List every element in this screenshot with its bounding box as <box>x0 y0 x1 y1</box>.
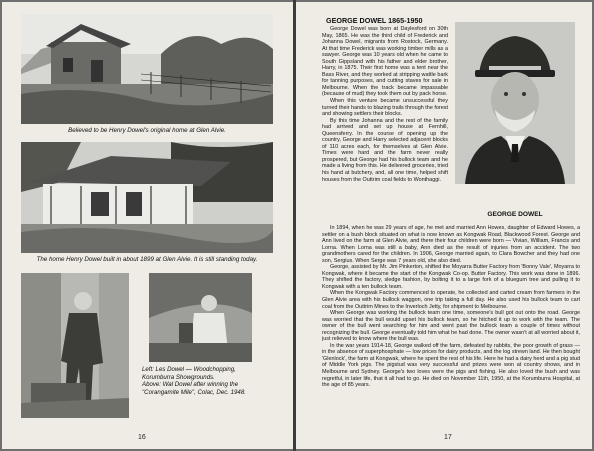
paragraph: George, assisted by Mr. Jim Pinkerton, shifted the Moyarra Butter Factory from 'Bonny Vale', Moyarra to Kongwak, where it became the start of the Kongwak Co-op. Butter Factory. This work was done in 1896. They shifted the factory, sledge fashion, by bolting it to a large fork of a bluegum tree and pulling it to Kongwak with a ten bullock team. <box>322 264 580 290</box>
caption-line-1: Left: Les Dowel — Woodchopping, <box>142 366 236 373</box>
chapter-title: GEORGE DOWEL 1865-1950 <box>326 16 423 25</box>
wide-text-column <box>322 207 580 431</box>
paragraph: When George was working the bullock team one time, someone's bull got out onto the road. George was worried that the bull would upset his bullock team, so he hitched it up to work with the team. The owner of the bull went searching for him and went past the bullock team a couple of times without recognizing the bull. George eventually told him what he had done. The owner wasn't at all worried about it, just relieved to know where the bull was. <box>322 310 580 343</box>
paragraph: George Dowel was born at Daylesford on 30th May, 1865. He was the third child of Frederick and Johanna Dowel, migrants from Rostock, Germany. At that time Frederick was working timber mills as a sawyer. George was 10 years old when he came to South Gippsland with his father and elder brother, Harry, in 1875. Their first home was a tent near the Bass River, and they worked at stripping wattle bark for tanning purposes, and cutting staves for sale in Melbourne. When the track became impassable (because of mud) they took them out by pack horse. <box>322 26 448 98</box>
paragraph: By this time Johanna and the rest of the family had arrived and set up house at Fernhill, Queensferry. In the course of opening up the country, George and Harry selected adjacent blocks of 110 acres each, for themselves at Glen Alvie. Times were hard and the farm never really prospered, but George had his bullock team and he made a living from this. He delivered groceries, tried his hand at butchery, and, all one time, helped shift houses from the Outtrim coal fields to Wonthaggi. <box>322 117 448 183</box>
paragraph: In the war years 1914-18, George walked off the farm, defeated by rabbits, the poor growth of grass — in the absence of superphosphate — low prices for dairy products, and the log strewn land. He then bought 'Glenlock', the farm at Kongwak, where he spent the rest of his life. Here he had a dairy herd and a pig stud of Middle York pigs. The pigstud was very successful and prizes were won at country shows, and in Melbourne and Sydney. George's two loves were the pigs and fishing. He also loved the bush and was regretful, in later life, that it all had to go. He died on November 11th, 1950, at the Korumburra Hospital, at the age of 85 years. <box>322 342 580 389</box>
portrait-george-dowel <box>455 22 575 184</box>
photo3-caption <box>142 366 254 396</box>
page-number-left: 16 <box>138 434 146 441</box>
right-page <box>296 2 592 449</box>
caption-line-4: "Corangamite Mile", Colac, Dec. 1948. <box>142 388 246 396</box>
caption-line-3: Above: Wal Dowel after winning the <box>142 381 239 389</box>
photo-original-home <box>21 14 273 124</box>
left-page <box>2 2 293 449</box>
caption-line-2: Korumburra Showgrounds. <box>142 373 215 381</box>
narrow-text-column <box>322 26 448 206</box>
photo-1899-home <box>21 142 273 253</box>
photo-les-dowel <box>21 273 129 418</box>
page-number-right: 17 <box>444 434 452 441</box>
paragraph: When the Kongwak Factory commenced to operate, he collected and carted cream from farmers in the Glen Alvie area with his bullock waggon, one trip taking a full day. He also used his bullock team to cart coal from the Outtrim Mines to the Inverloch Jetty, for shipment to Melbourne. <box>322 290 580 310</box>
paragraph: In 1894, when he was 29 years of age, he met and married Ann Howes, daughter of Edward Howes, a settler on a bush block situated on what is now known as Kongwak Road, Blackwood Forest. George and Ann lived on the farm at Glen Alvie, and there their four children were born — Vivian, William, Francis and Lorna. When Lorna was still a baby, Ann died as the result of injuries from an accident. The two grandmothers cared for the children. In 1906, George married again, to Clara Bowcher and they had one son, Sergius. When Serge was 7 years old, she also died. <box>322 225 580 264</box>
paragraph: When this venture became unsuccessful they turned their hands to blazing trails through the forest and showing settlers their blocks. <box>322 98 448 118</box>
portrait-caption: GEORGE DOWEL <box>487 211 543 218</box>
photo2-caption: The home Henry Dowel built in about 1899 at Glen Alvie. It is still standing today. <box>36 256 258 263</box>
photo1-caption: Believed to be Henry Dowel's original home at Glen Alvie. <box>68 127 226 134</box>
photo-wal-dowel <box>149 273 252 362</box>
